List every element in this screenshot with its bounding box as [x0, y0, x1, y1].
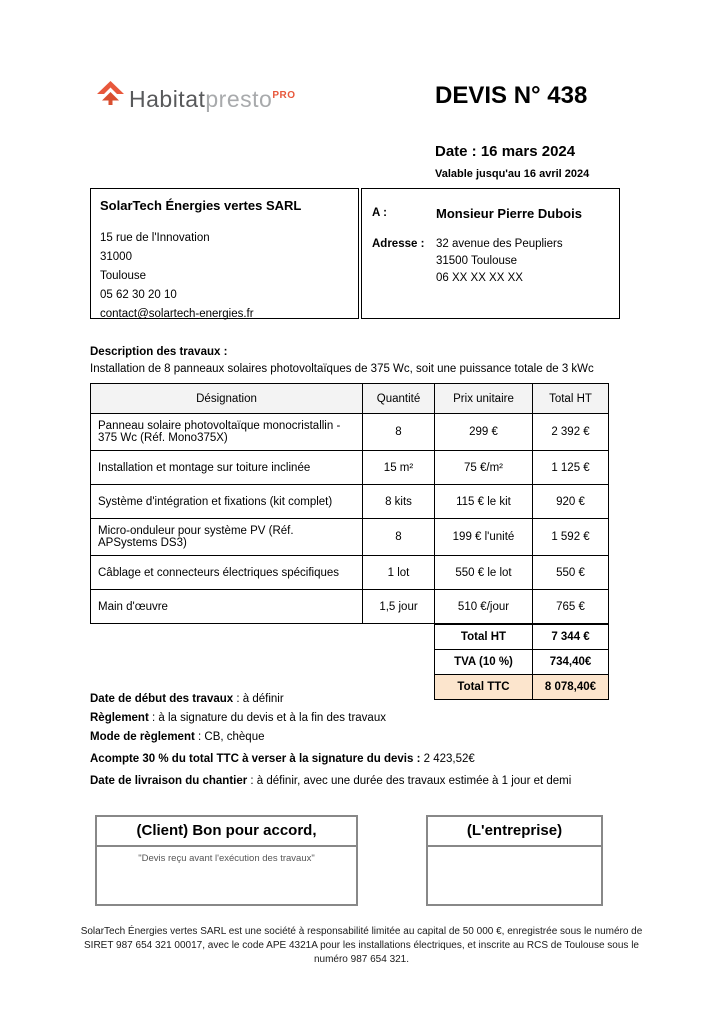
item-designation: Main d'œuvre [91, 590, 363, 624]
term-label: Date de début des travaux [90, 693, 234, 705]
logo-pro-badge: PRO [272, 90, 296, 101]
client-phone: 06 XX XX XX XX [436, 272, 523, 284]
total-ttc-label: Total TTC [435, 675, 533, 700]
item-designation: Système d'intégration et fixations (kit complet) [91, 485, 363, 519]
term-deposit [90, 753, 650, 765]
client-to-label: A : [372, 207, 387, 219]
term-label: Date de livraison du chantier [90, 775, 248, 787]
company-phone: 05 62 30 20 10 [100, 289, 177, 301]
client-to-row [372, 205, 609, 222]
term-text: : à définir [233, 693, 284, 705]
item-quantity: 15 m² [363, 451, 435, 485]
works-description [90, 344, 620, 378]
item-unit-price: 510 €/jour [435, 590, 533, 624]
company-signature-title: (L'entreprise) [428, 817, 601, 847]
company-info-box [90, 188, 359, 319]
tva-row [435, 650, 609, 675]
devis-validity: Valable jusqu'au 16 avril 2024 [435, 168, 590, 180]
company-signature-box[interactable] [426, 815, 603, 906]
client-info-box [361, 188, 620, 319]
client-address-line1: 32 avenue des Peupliers [436, 238, 563, 250]
legal-footer: SolarTech Énergies vertes SARL est une société à responsabilité limitée au capital de 50 000 €, enregistrée sous le numéro de SIRET 987 654 321 00017, avec le code APE 4321A pour les installations électriques, et inscrite au RCS de Toulouse sous le numéro 987 654 321. [80, 926, 643, 965]
client-address [436, 236, 563, 287]
company-postal-code: 31000 [100, 251, 132, 263]
term-label: Mode de règlement [90, 731, 195, 743]
items-table [90, 383, 609, 624]
client-signature-box[interactable] [95, 815, 358, 906]
company-city: Toulouse [100, 270, 147, 282]
devis-date: Date : 16 mars 2024 [435, 143, 576, 160]
item-total: 920 € [533, 485, 609, 519]
total-ttc-value: 8 078,40€ [533, 675, 609, 700]
term-text: : à la signature du devis et à la fin des travaux [148, 712, 386, 724]
term-text: : CB, chèque [194, 731, 265, 743]
term-payment-method [90, 731, 650, 743]
logo-wordmark [129, 80, 295, 115]
client-signature-title: (Client) Bon pour accord, [97, 817, 356, 847]
col-header-quantity: Quantité [363, 384, 435, 414]
item-designation: Câblage et connecteurs électriques spécifiques [91, 556, 363, 590]
term-label: Règlement [90, 712, 149, 724]
item-unit-price: 299 € [435, 414, 533, 451]
item-designation: Installation et montage sur toiture inclinée [91, 451, 363, 485]
item-total: 2 392 € [533, 414, 609, 451]
table-row [91, 590, 609, 624]
works-description-label: Description des travaux : [90, 346, 228, 358]
table-row [91, 556, 609, 590]
tva-label: TVA (10 %) [435, 650, 533, 675]
table-row [91, 451, 609, 485]
devis-number-title: DEVIS N° 438 [435, 82, 588, 109]
item-quantity: 1,5 jour [363, 590, 435, 624]
item-unit-price: 550 € le lot [435, 556, 533, 590]
company-name: SolarTech Énergies vertes SARL [100, 198, 302, 213]
tva-value: 734,40€ [533, 650, 609, 675]
item-total: 1 125 € [533, 451, 609, 485]
term-start-date [90, 693, 650, 705]
company-address-line: 15 rue de l'Innovation [100, 232, 210, 244]
habitatpresto-arrow-icon [97, 81, 124, 113]
col-header-designation: Désignation [91, 384, 363, 414]
item-total: 550 € [533, 556, 609, 590]
items-section [90, 383, 609, 700]
term-text: 2 423,52€ [420, 753, 475, 765]
logo-presto-text: presto [205, 86, 273, 112]
company-email: contact@solartech-energies.fr [100, 308, 254, 320]
term-label: Acompte 30 % du total TTC à verser à la signature du devis : [90, 753, 421, 765]
term-payment [90, 712, 650, 724]
client-signature-note: "Devis reçu avant l'exécution des travaux" [138, 853, 315, 864]
terms-section [90, 693, 650, 794]
items-header-row [91, 384, 609, 414]
term-delivery-date [90, 775, 650, 787]
item-designation: Micro-onduleur pour système PV (Réf. APSystems DS3) [91, 519, 363, 556]
item-designation: Panneau solaire photovoltaïque monocristallin - 375 Wc (Réf. Mono375X) [91, 414, 363, 451]
client-address-row [372, 236, 609, 287]
item-quantity: 8 kits [363, 485, 435, 519]
item-total: 1 592 € [533, 519, 609, 556]
item-total: 765 € [533, 590, 609, 624]
term-text: : à définir, avec une durée des travaux estimée à 1 jour et demi [247, 775, 572, 787]
col-header-total-ht: Total HT [533, 384, 609, 414]
client-address-line2: 31500 Toulouse [436, 255, 517, 267]
item-unit-price: 199 € l'unité [435, 519, 533, 556]
works-description-text: Installation de 8 panneaux solaires photovoltaïques de 375 Wc, soit une puissance totale de 3 kWc [90, 363, 594, 375]
table-row [91, 414, 609, 451]
table-row [91, 519, 609, 556]
table-row [91, 485, 609, 519]
totals-table [434, 624, 609, 700]
item-quantity: 8 [363, 414, 435, 451]
client-name: Monsieur Pierre Dubois [436, 206, 582, 221]
col-header-unit-price: Prix unitaire [435, 384, 533, 414]
total-ht-row [435, 625, 609, 650]
total-ht-label: Total HT [435, 625, 533, 650]
total-ht-value: 7 344 € [533, 625, 609, 650]
item-quantity: 8 [363, 519, 435, 556]
logo-habitat-text: Habitat [129, 86, 206, 112]
habitatpresto-logo [97, 80, 295, 115]
item-unit-price: 75 €/m² [435, 451, 533, 485]
item-quantity: 1 lot [363, 556, 435, 590]
client-address-label: Adresse : [372, 238, 425, 250]
item-unit-price: 115 € le kit [435, 485, 533, 519]
